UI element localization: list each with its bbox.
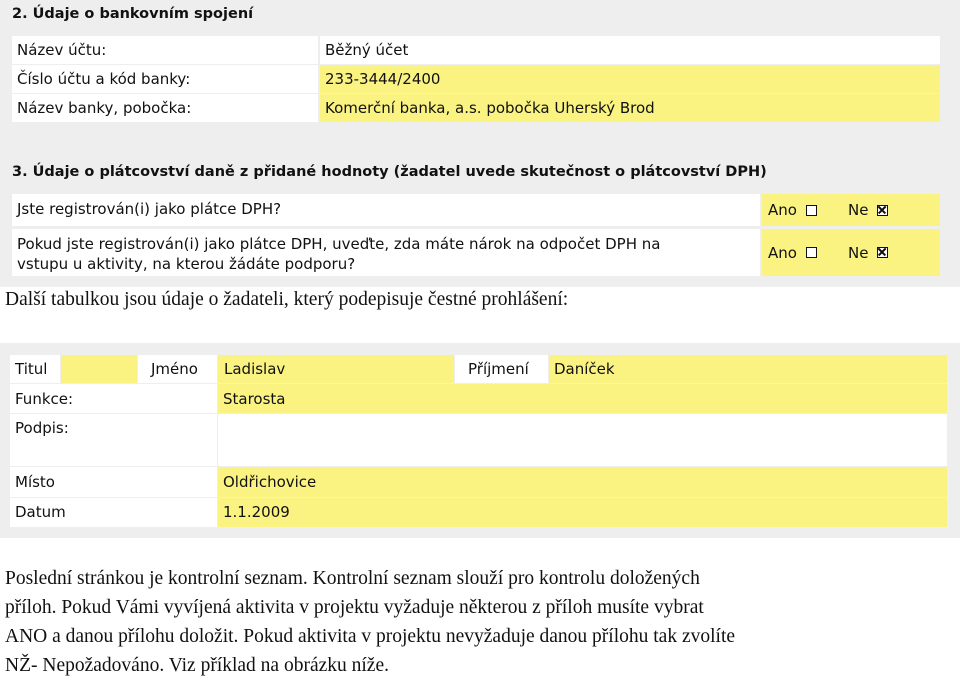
account-number-label: Číslo účtu a kód banky: — [12, 65, 318, 93]
ano-checkbox-icon[interactable] — [806, 205, 817, 216]
ano-label: Ano — [768, 243, 797, 262]
titul-field[interactable] — [61, 355, 137, 383]
closing-line-3: ANO a danou přílohu doložit. Pokud aktivita v projektu nevyžaduje danou přílohu tak zvolíte — [5, 626, 736, 647]
prijmeni-label: Příjmení — [455, 355, 548, 383]
vat-deduction-ano[interactable] — [768, 244, 817, 262]
misto-label: Místo — [10, 467, 217, 497]
ano-checkbox-icon[interactable] — [806, 247, 817, 258]
vat-deduction-ne[interactable] — [848, 244, 888, 262]
vat-registered-options — [762, 194, 940, 226]
account-name-label: Název účtu: — [12, 36, 318, 64]
closing-line-1: Poslední stránkou je kontrolní seznam. Kontrolní seznam slouží pro kontrolu doložených — [5, 568, 700, 589]
bank-name-field[interactable]: Komerční banka, a.s. pobočka Uherský Brod — [320, 94, 940, 122]
titul-label: Titul — [10, 355, 60, 383]
vat-deduction-options — [762, 229, 940, 276]
section-3-title: 3. Údaje o plátcovství daně z přidané hodnoty (žadatel uvede skutečnost o plátcovství DPH) — [12, 164, 767, 180]
podpis-field[interactable] — [218, 414, 947, 466]
account-number-field[interactable]: 233-3444/2400 — [320, 65, 940, 93]
funkce-field[interactable]: Starosta — [218, 384, 947, 413]
section-2-title: 2. Údaje o bankovním spojení — [12, 6, 254, 22]
misto-field[interactable]: Oldřichovice — [218, 467, 947, 497]
ne-label: Ne — [848, 201, 869, 219]
jmeno-field[interactable]: Ladislav — [218, 355, 454, 383]
jmeno-label: Jméno — [138, 355, 217, 383]
vat-registered-ano[interactable] — [768, 201, 817, 219]
bank-name-label: Název banky, pobočka: — [12, 94, 318, 122]
podpis-label: Podpis: — [10, 414, 217, 466]
ano-label: Ano — [768, 201, 797, 219]
intro-text: Další tabulkou jsou údaje o žadateli, který podepisuje čestné prohlášení: — [5, 289, 569, 310]
ne-checkbox-checked-icon[interactable] — [877, 247, 888, 258]
ne-checkbox-checked-icon[interactable] — [877, 205, 888, 216]
prijmeni-field[interactable]: Daníček — [549, 355, 947, 383]
vat-registered-question: Jste registrován(i) jako plátce DPH? — [12, 194, 760, 226]
vat-deduction-question: Pokud jste registrován(i) jako plátce DPH, uveďte, zda máte nárok na odpočet DPH na vstupu u aktivity, na kterou žádáte podporu? — [12, 229, 760, 276]
datum-field[interactable]: 1.1.2009 — [218, 498, 947, 527]
datum-label: Datum — [10, 498, 217, 527]
ne-label: Ne — [848, 243, 869, 262]
closing-line-2: příloh. Pokud Vámi vyvíjená aktivita v projektu vyžaduje některou z příloh musíte vybrat — [5, 597, 704, 618]
vat-registered-ne[interactable] — [848, 201, 888, 219]
account-name-field[interactable]: Běžný účet — [320, 36, 940, 64]
funkce-label: Funkce: — [10, 384, 217, 413]
closing-line-4: NŽ- Nepožadováno. Viz příklad na obrázku níže. — [5, 655, 389, 676]
